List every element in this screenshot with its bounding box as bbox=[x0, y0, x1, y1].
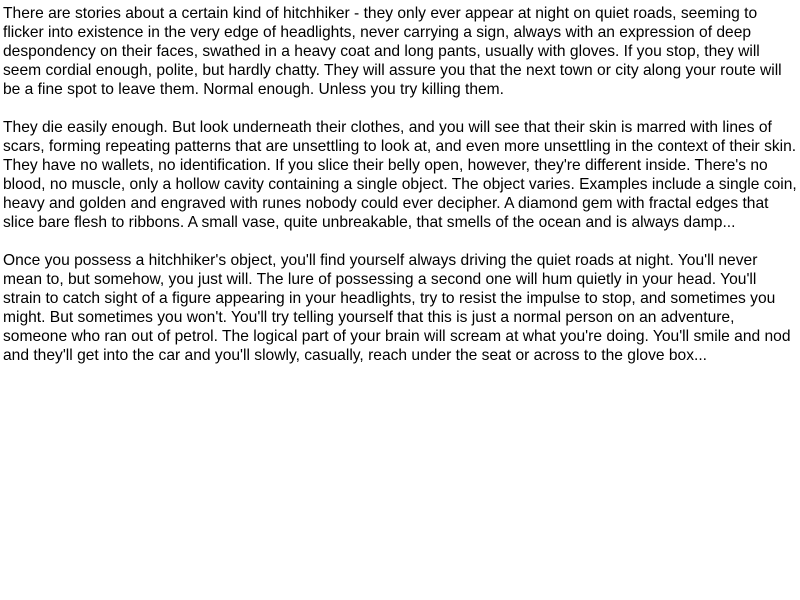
document-body bbox=[3, 4, 797, 384]
paragraph-3: Once you possess a hitchhiker's object, you'll find yourself always driving the quiet roads at night. You'll never mean to, but somehow, you just will. The lure of possessing a second one will hum quietly in your head. You'll strain to catch sight of a figure appearing in your headlights, try to resist the impulse to stop, and sometimes you might. But sometimes you won't. You'll try telling yourself that this is just a normal person on an adventure, someone who ran out of petrol. The logical part of your brain will scream at what you're doing. You'll smile and nod and they'll get into the car and you'll slowly, casually, reach under the seat or across to the glove box... bbox=[3, 252, 791, 364]
paragraph-2: They die easily enough. But look underneath their clothes, and you will see that their skin is marred with lines of scars, forming repeating patterns that are unsettling to look at, and even more unsettling in the context of their skin. They have no wallets, no identification. If you slice their belly open, however, they're different inside. There's no blood, no muscle, only a hollow cavity containing a single object. The object varies. Examples include a single coin, heavy and golden and engraved with runes nobody could ever decipher. A diamond gem with fractal edges that slice bare flesh to ribbons. A small vase, quite unbreakable, that smells of the ocean and is always damp... bbox=[3, 119, 797, 231]
paragraph-1: There are stories about a certain kind of hitchhiker - they only ever appear at night on quiet roads, seeming to flicker into existence in the very edge of headlights, never carrying a sign, always with an expression of deep despondency on their faces, swathed in a heavy coat and long pants, usually with gloves. If you stop, they will seem cordial enough, polite, but hardly chatty. They will assure you that the next town or city along your route will be a fine spot to leave them. Normal enough. Unless you try killing them. bbox=[3, 5, 782, 98]
